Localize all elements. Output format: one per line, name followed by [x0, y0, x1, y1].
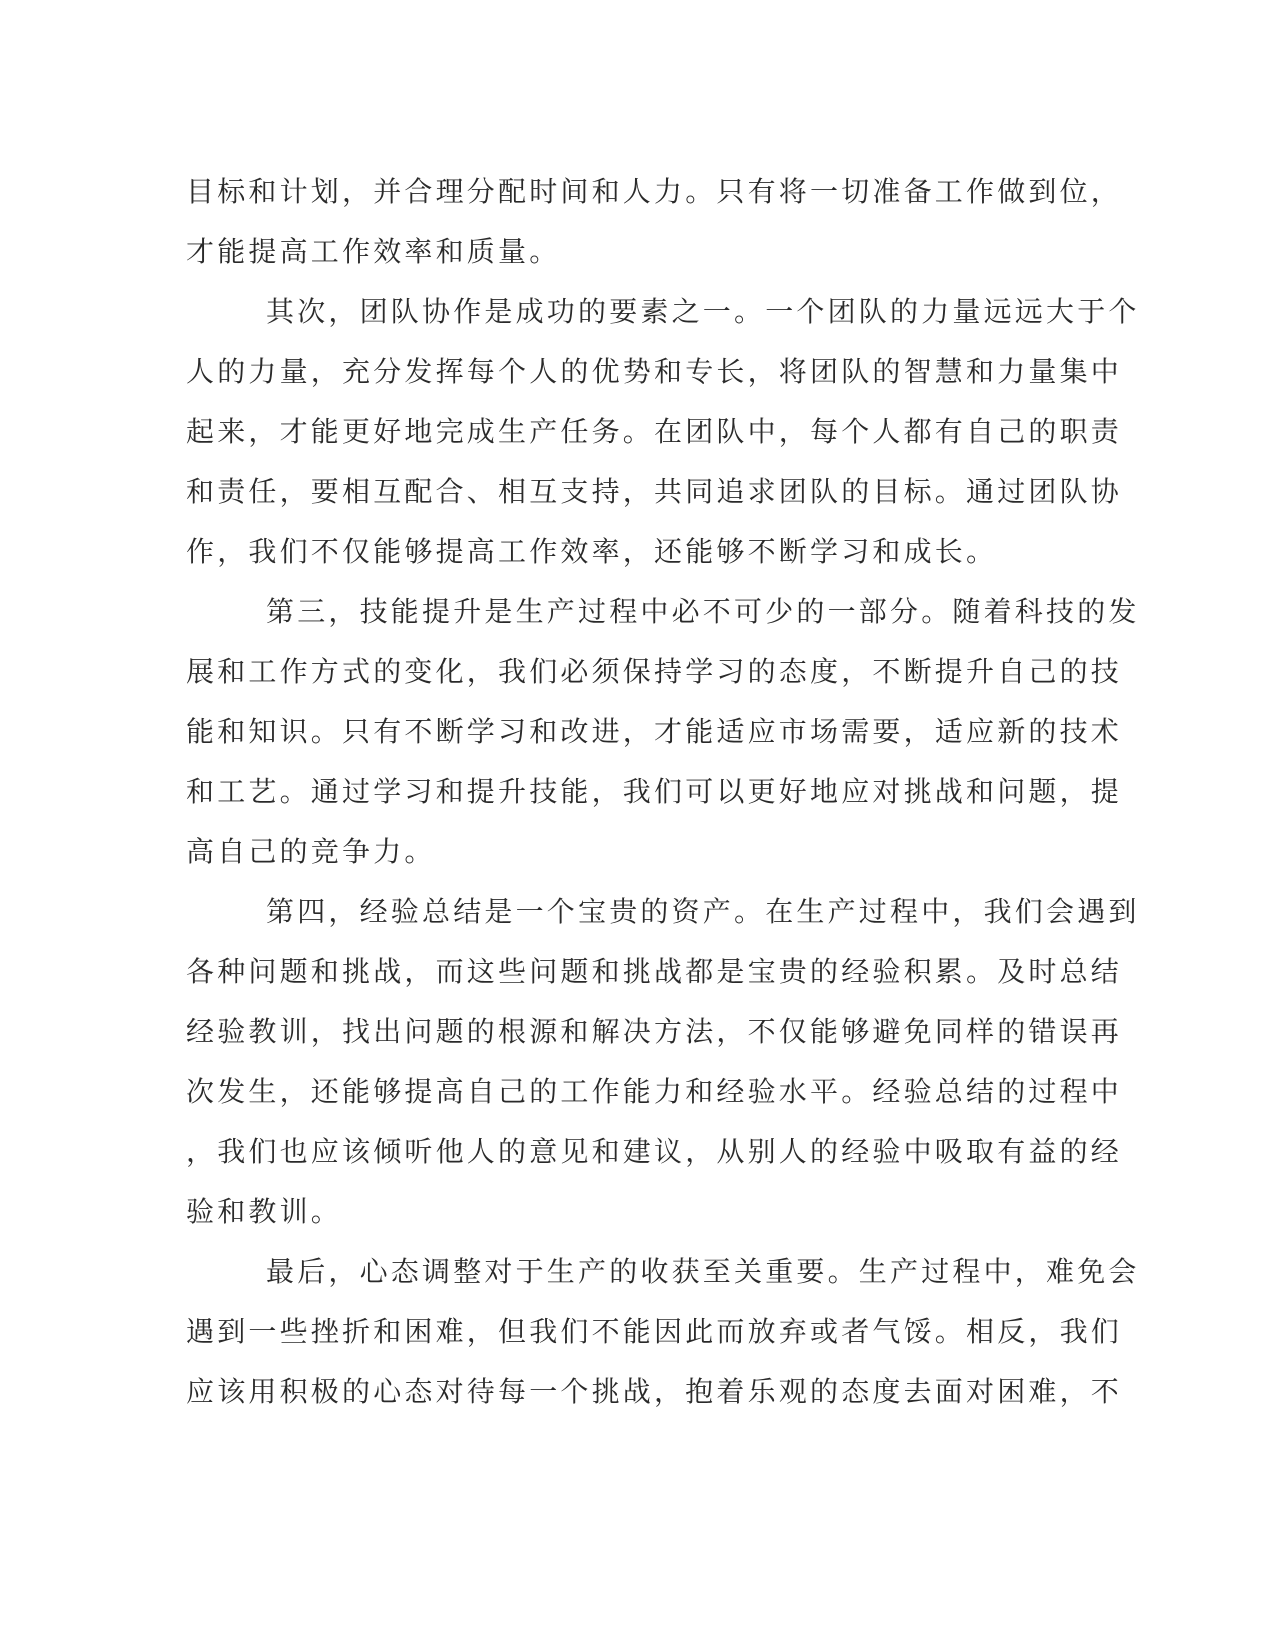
text-line: 才能提高工作效率和质量。 — [186, 235, 561, 268]
text-line: 其次，团队协作是成功的要素之一。一个团队的力量远远大于个 — [266, 295, 1140, 328]
text-line: 第三，技能提升是生产过程中必不可少的一部分。随着科技的发 — [266, 595, 1140, 628]
text-line: 起来，才能更好地完成生产任务。在团队中，每个人都有自己的职责 — [186, 415, 1123, 448]
paragraph — [186, 1242, 1140, 1422]
paragraph — [186, 282, 1140, 582]
document-body — [186, 162, 1140, 1422]
text-line: 人的力量，充分发挥每个人的优势和专长，将团队的智慧和力量集中 — [186, 355, 1123, 388]
text-line: 和责任，要相互配合、相互支持，共同追求团队的目标。通过团队协 — [186, 475, 1123, 508]
paragraph — [186, 582, 1140, 882]
text-line: 遇到一些挫折和困难，但我们不能因此而放弃或者气馁。相反，我们 — [186, 1315, 1123, 1348]
text-line: ，我们也应该倾听他人的意见和建议，从别人的经验中吸取有益的经 — [186, 1135, 1123, 1168]
text-line: 最后，心态调整对于生产的收获至关重要。生产过程中，难免会 — [266, 1255, 1140, 1288]
text-line: 目标和计划，并合理分配时间和人力。只有将一切准备工作做到位， — [186, 175, 1123, 208]
text-line: 作，我们不仅能够提高工作效率，还能够不断学习和成长。 — [186, 535, 998, 568]
text-line: 各种问题和挑战，而这些问题和挑战都是宝贵的经验积累。及时总结 — [186, 955, 1123, 988]
text-line: 第四，经验总结是一个宝贵的资产。在生产过程中，我们会遇到 — [266, 895, 1140, 928]
text-line: 高自己的竞争力。 — [186, 835, 436, 868]
text-line: 和工艺。通过学习和提升技能，我们可以更好地应对挑战和问题，提 — [186, 775, 1123, 808]
text-line: 能和知识。只有不断学习和改进，才能适应市场需要，适应新的技术 — [186, 715, 1123, 748]
paragraph — [186, 162, 1123, 282]
text-line: 次发生，还能够提高自己的工作能力和经验水平。经验总结的过程中 — [186, 1075, 1123, 1108]
text-line: 验和教训。 — [186, 1195, 343, 1228]
text-line: 经验教训，找出问题的根源和解决方法，不仅能够避免同样的错误再 — [186, 1015, 1123, 1048]
text-line: 展和工作方式的变化，我们必须保持学习的态度，不断提升自己的技 — [186, 655, 1123, 688]
text-line: 应该用积极的心态对待每一个挑战，抱着乐观的态度去面对困难，不 — [186, 1375, 1123, 1408]
paragraph — [186, 882, 1140, 1242]
